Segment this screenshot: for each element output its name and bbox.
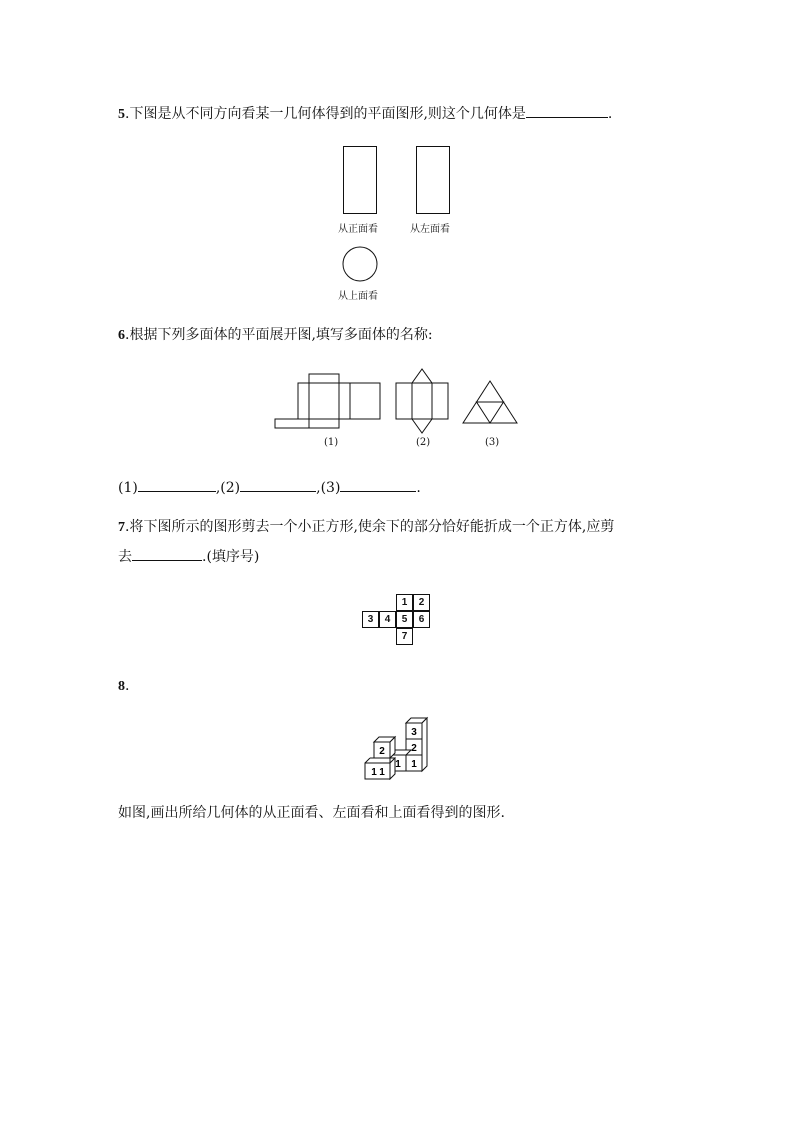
- cube-label: 1: [411, 759, 417, 770]
- q5-number: 5: [118, 107, 125, 122]
- q6-prompt: .根据下列多面体的平面展开图,填写多面体的名称:: [125, 327, 433, 343]
- net-label-2: (2): [416, 437, 431, 448]
- q6-answer-label-3: ,(3): [316, 480, 341, 496]
- top-view-circle: [340, 245, 380, 285]
- cube-label: 1: [395, 759, 401, 770]
- cube-label: 1: [379, 767, 385, 778]
- q7-number: 7: [118, 520, 125, 535]
- q8-header: [118, 676, 129, 697]
- top-view-caption: 从上面看: [338, 291, 378, 302]
- left-view-caption: 从左面看: [410, 224, 450, 235]
- polyhedron-nets: [270, 368, 530, 434]
- net-label-3: (3): [485, 437, 500, 448]
- q6-blank-1[interactable]: [138, 477, 216, 492]
- cube-net-cell-6: 6: [413, 611, 430, 628]
- cube-stack-drawing: [360, 712, 432, 780]
- q7-text-line2: [118, 546, 259, 567]
- q6-answer-line: [118, 477, 421, 498]
- cube-net-grid: [362, 594, 434, 646]
- q6-answer-label-1: (1): [118, 480, 138, 496]
- front-view-rectangle: [343, 146, 377, 214]
- q5-text: [118, 103, 612, 125]
- q7-line2-start: 去: [118, 549, 132, 565]
- cube-label: 2: [411, 743, 417, 754]
- q7-prompt: .将下图所示的图形剪去一个小正方形,使余下的部分恰好能折成一个正方体,应剪: [125, 519, 615, 535]
- q8-number: 8: [118, 679, 125, 694]
- q6-answer-end: .: [416, 480, 421, 496]
- q8-dot: .: [125, 678, 130, 694]
- cube-net-cell-2: 2: [413, 594, 430, 611]
- net-label-1: (1): [324, 437, 339, 448]
- q6-blank-3[interactable]: [340, 477, 416, 492]
- q6-answer-label-2: ,(2): [215, 480, 241, 496]
- cube-net-cell-7: 7: [396, 628, 413, 645]
- cube-net-cell-3: 3: [362, 611, 379, 628]
- q6-text: [118, 325, 433, 346]
- q5-prompt: .下图是从不同方向看某一几何体得到的平面图形,则这个几何体是: [125, 106, 526, 122]
- cube-label: 3: [411, 727, 417, 738]
- cube-net-cell-1: 1: [396, 594, 413, 611]
- q7-text-line1: [118, 517, 614, 538]
- left-view-rectangle: [416, 146, 450, 214]
- cube-label: 1: [371, 767, 377, 778]
- q7-line2-end: .(填序号): [202, 549, 260, 565]
- net-triangular-prism: [396, 369, 448, 433]
- front-view-caption: 从正面看: [338, 224, 378, 235]
- net-tetrahedron: [463, 381, 517, 423]
- q8-text: 如图,画出所给几何体的从正面看、左面看和上面看得到的图形.: [118, 805, 505, 821]
- cube-label: 2: [379, 746, 385, 757]
- q5-answer-blank[interactable]: [526, 103, 608, 118]
- q5-end: .: [607, 106, 613, 122]
- q7-answer-blank[interactable]: [132, 546, 202, 561]
- net-cuboid: [275, 374, 380, 428]
- cube-net-cell-4: 4: [379, 611, 396, 628]
- q6-number: 6: [118, 328, 125, 343]
- cube-net-cell-5: 5: [396, 611, 413, 628]
- q6-blank-2[interactable]: [240, 477, 316, 492]
